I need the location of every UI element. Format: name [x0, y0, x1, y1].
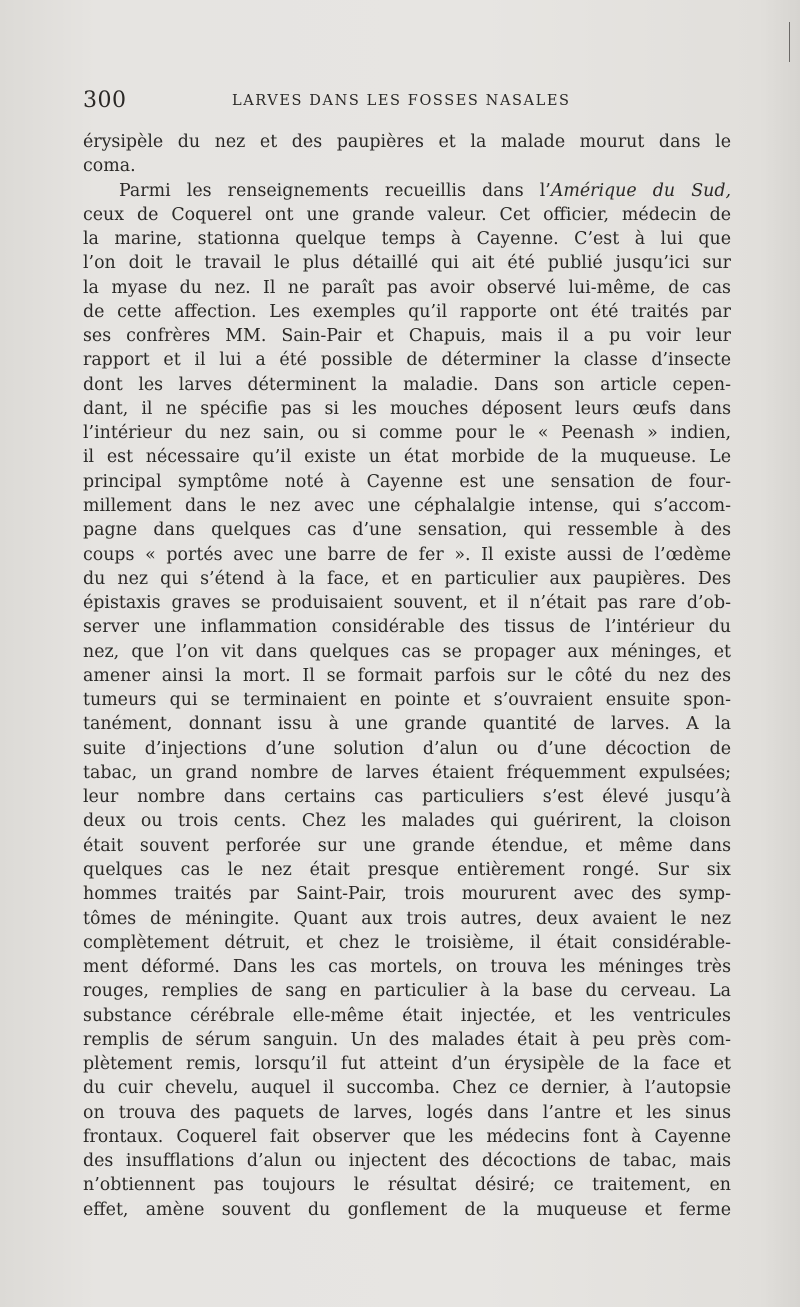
text-line: suite d’injections d’une solution d’alun ou d’une décoction de [83, 738, 731, 759]
text-line: tabac, un grand nombre de larves étaient fréquemment expulsées; [83, 762, 731, 783]
text-line: coma. [83, 156, 136, 177]
text-line: épistaxis graves se produisaient souvent, et il n’était pas rare d’ob- [83, 593, 731, 614]
text-line: remplis de sérum sanguin. Un des malades était à peu près com- [83, 1029, 731, 1050]
text-line: la marine, stationna quelque temps à Cayenne. C’est à lui que [83, 229, 731, 250]
text-line: leur nombre dans certains cas particuliers s’est élevé jusqu’à [83, 787, 731, 808]
text-line: substance cérébrale elle-même était injectée, et les ventricules [83, 1005, 731, 1026]
italic-place-name: Amérique du Sud, [550, 180, 731, 201]
text-line: hommes traités par Saint-Pair, trois moururent avec des symp- [83, 884, 731, 905]
text-line: server une inflammation considérable des tissus de l’intérieur du [83, 617, 731, 638]
text-line: érysipèle du nez et des paupières et la malade mourut dans le [83, 132, 731, 152]
text-line: il est nécessaire qu’il existe un état morbide de la muqueuse. Le [83, 447, 731, 468]
text-line: principal symptôme noté à Cayenne est une sensation de four- [83, 471, 731, 492]
text-line: ses confrères MM. Sain-Pair et Chapuis, mais il a pu voir leur [83, 326, 731, 347]
text-line: effet, amène souvent du gonflement de la muqueuse et ferme [83, 1199, 731, 1220]
text-line: millement dans le nez avec une céphalalgie intense, qui s’accom- [83, 495, 731, 516]
line-start: Parmi les renseignements recueillis dans l’ [119, 180, 551, 201]
text-line: tômes de méningite. Quant aux trois autres, deux avaient le nez [83, 908, 731, 929]
text-line: dont les larves déterminent la maladie. Dans son article cepen- [83, 374, 731, 395]
text-line: amener ainsi la mort. Il se formait parfois sur le côté du nez des [83, 665, 731, 686]
text-line: la myase du nez. Il ne paraît pas avoir observé lui-même, de cas [83, 277, 731, 298]
text-line: plètement remis, lorsqu’il fut atteint d’un érysipèle de la face et [83, 1054, 731, 1075]
text-line: l’on doit le travail le plus détaillé qui ait été publié jusqu’ici sur [83, 253, 731, 274]
text-line: rouges, remplies de sang en particulier à la base du cerveau. La [83, 981, 731, 1002]
page-edge-mark [789, 22, 790, 62]
text-line: rapport et il lui a été possible de déterminer la classe d’insecte [83, 350, 731, 371]
text-line-with-italic [83, 179, 731, 203]
text-line: l’intérieur du nez sain, ou si comme pour le « Peenash » indien, [83, 423, 731, 444]
page-number: 300 [83, 88, 127, 113]
text-line: deux ou trois cents. Chez les malades qui guérirent, la cloison [83, 811, 731, 832]
text-line: dant, il ne spécifie pas si les mouches déposent leurs œufs dans [83, 398, 731, 419]
text-line: des insufflations d’alun ou injectent des décoctions de tabac, mais [83, 1151, 731, 1172]
page-header [83, 88, 743, 116]
text-line: on trouva des paquets de larves, logés dans l’antre et les sinus [83, 1102, 731, 1123]
text-line: nez, que l’on vit dans quelques cas se propager aux méninges, et [83, 641, 731, 662]
text-line: ment déformé. Dans les cas mortels, on trouva les méninges très [83, 957, 731, 978]
text-line: tanément, donnant issu à une grande quantité de larves. A la [83, 714, 731, 735]
text-line: ceux de Coquerel ont une grande valeur. Cet officier, médecin de [83, 204, 731, 225]
text-line: n’obtiennent pas toujours le résultat désiré; ce traitement, en [83, 1175, 731, 1196]
text-line: de cette affection. Les exemples qu’il rapporte ont été traités par [83, 301, 731, 322]
text-line: du cuir chevelu, auquel il succomba. Chez ce dernier, à l’autopsie [83, 1078, 731, 1099]
text-line: coups « portés avec une barre de fer ». Il existe aussi de l’œdème [83, 544, 731, 565]
text-line: pagne dans quelques cas d’une sensation, qui ressemble à des [83, 520, 731, 541]
running-title: LARVES DANS LES FOSSES NASALES [232, 93, 571, 109]
text-line: quelques cas le nez était presque entièrement rongé. Sur six [83, 859, 731, 880]
text-line: tumeurs qui se terminaient en pointe et s’ouvraient ensuite spon- [83, 690, 731, 711]
text-line: était souvent perforée sur une grande étendue, et même dans [83, 835, 731, 856]
text-line: frontaux. Coquerel fait observer que les médecins font à Cayenne [83, 1126, 731, 1147]
text-line: complètement détruit, et chez le troisième, il était considérable- [83, 932, 731, 953]
text-line: du nez qui s’étend à la face, et en particulier aux paupières. Des [83, 568, 731, 589]
body-text [83, 130, 731, 1222]
